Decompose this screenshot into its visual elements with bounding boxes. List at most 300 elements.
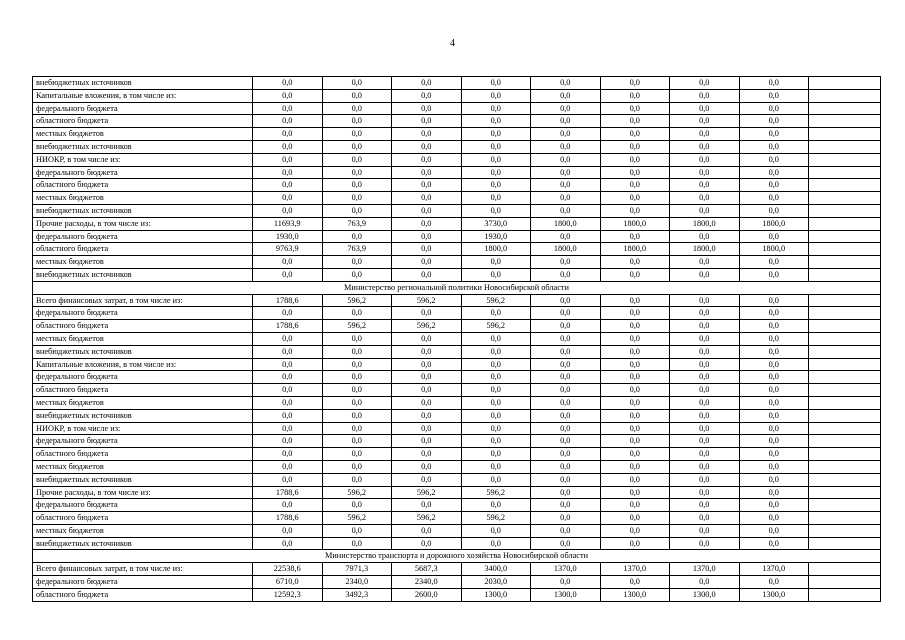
value-cell: 1300,0 [670, 588, 740, 601]
value-cell: 0,0 [739, 166, 809, 179]
value-cell: 0,0 [600, 204, 670, 217]
row-label: местных бюджетов [33, 256, 253, 269]
row-label: местных бюджетов [33, 396, 253, 409]
value-cell: 0,0 [461, 204, 531, 217]
value-cell: 0,0 [600, 77, 670, 90]
value-cell: 0,0 [531, 268, 601, 281]
table-row [33, 345, 881, 358]
value-cell: 0,0 [461, 115, 531, 128]
value-cell: 6710,0 [253, 576, 323, 589]
value-cell: 0,0 [461, 179, 531, 192]
empty-cell [809, 371, 881, 384]
table-row [33, 89, 881, 102]
value-cell: 1800,0 [531, 217, 601, 230]
value-cell: 0,0 [600, 89, 670, 102]
value-cell: 0,0 [322, 89, 392, 102]
value-cell: 0,0 [392, 217, 462, 230]
empty-cell [809, 384, 881, 397]
row-label: Капитальные вложения, в том числе из: [33, 358, 253, 371]
section-header-row [33, 550, 881, 563]
value-cell: 0,0 [531, 524, 601, 537]
value-cell: 0,0 [461, 473, 531, 486]
value-cell: 0,0 [600, 537, 670, 550]
value-cell: 0,0 [670, 192, 740, 205]
value-cell: 0,0 [392, 473, 462, 486]
value-cell: 0,0 [600, 192, 670, 205]
value-cell: 0,0 [392, 448, 462, 461]
row-label: НИОКР, в том числе из: [33, 422, 253, 435]
value-cell: 0,0 [392, 102, 462, 115]
value-cell: 0,0 [461, 499, 531, 512]
value-cell: 0,0 [600, 332, 670, 345]
value-cell: 0,0 [322, 128, 392, 141]
empty-cell [809, 153, 881, 166]
value-cell: 0,0 [392, 499, 462, 512]
value-cell: 0,0 [600, 435, 670, 448]
value-cell: 3492,3 [322, 588, 392, 601]
row-label: внебюджетных источников [33, 473, 253, 486]
value-cell: 1300,0 [739, 588, 809, 601]
table-row [33, 294, 881, 307]
empty-cell [809, 268, 881, 281]
empty-cell [809, 243, 881, 256]
row-label: областного бюджета [33, 588, 253, 601]
budget-table [32, 76, 881, 602]
value-cell: 0,0 [600, 409, 670, 422]
value-cell: 0,0 [322, 524, 392, 537]
value-cell: 1300,0 [531, 588, 601, 601]
table-row [33, 563, 881, 576]
empty-cell [809, 409, 881, 422]
row-label: Всего финансовых затрат, в том числе из: [33, 563, 253, 576]
value-cell: 0,0 [670, 576, 740, 589]
empty-cell [809, 217, 881, 230]
empty-cell [809, 230, 881, 243]
table-row [33, 179, 881, 192]
value-cell: 0,0 [670, 89, 740, 102]
row-label: областного бюджета [33, 320, 253, 333]
value-cell: 0,0 [322, 115, 392, 128]
value-cell: 0,0 [253, 409, 323, 422]
value-cell: 22538,6 [253, 563, 323, 576]
value-cell: 0,0 [531, 409, 601, 422]
empty-cell [809, 115, 881, 128]
value-cell: 0,0 [739, 256, 809, 269]
value-cell: 0,0 [739, 486, 809, 499]
value-cell: 0,0 [739, 396, 809, 409]
row-label: федерального бюджета [33, 371, 253, 384]
value-cell: 0,0 [670, 345, 740, 358]
value-cell: 0,0 [739, 358, 809, 371]
value-cell: 1370,0 [531, 563, 601, 576]
budget-table-body [33, 77, 881, 602]
value-cell: 0,0 [392, 332, 462, 345]
value-cell: 0,0 [253, 384, 323, 397]
value-cell: 1800,0 [739, 217, 809, 230]
value-cell: 1300,0 [600, 588, 670, 601]
value-cell: 0,0 [392, 77, 462, 90]
row-label: местных бюджетов [33, 460, 253, 473]
empty-cell [809, 435, 881, 448]
empty-cell [809, 320, 881, 333]
value-cell: 0,0 [670, 396, 740, 409]
value-cell: 1788,6 [253, 512, 323, 525]
value-cell: 596,2 [392, 486, 462, 499]
value-cell: 0,0 [253, 204, 323, 217]
value-cell: 0,0 [670, 230, 740, 243]
empty-cell [809, 166, 881, 179]
value-cell: 0,0 [739, 204, 809, 217]
value-cell: 0,0 [739, 537, 809, 550]
value-cell: 0,0 [739, 524, 809, 537]
row-label: областного бюджета [33, 512, 253, 525]
empty-cell [809, 294, 881, 307]
value-cell: 0,0 [461, 358, 531, 371]
value-cell: 1800,0 [670, 217, 740, 230]
table-row [33, 422, 881, 435]
table-row [33, 268, 881, 281]
value-cell: 0,0 [461, 435, 531, 448]
value-cell: 0,0 [739, 115, 809, 128]
value-cell: 0,0 [322, 435, 392, 448]
table-row [33, 588, 881, 601]
value-cell: 0,0 [600, 230, 670, 243]
value-cell: 596,2 [392, 294, 462, 307]
value-cell: 0,0 [461, 268, 531, 281]
value-cell: 0,0 [322, 473, 392, 486]
value-cell: 0,0 [253, 166, 323, 179]
value-cell: 0,0 [392, 256, 462, 269]
empty-cell [809, 128, 881, 141]
value-cell: 0,0 [392, 179, 462, 192]
value-cell: 0,0 [531, 486, 601, 499]
value-cell: 0,0 [600, 179, 670, 192]
value-cell: 0,0 [600, 153, 670, 166]
value-cell: 5687,3 [392, 563, 462, 576]
value-cell: 0,0 [253, 307, 323, 320]
value-cell: 0,0 [600, 345, 670, 358]
row-label: федерального бюджета [33, 576, 253, 589]
value-cell: 0,0 [600, 384, 670, 397]
empty-cell [809, 448, 881, 461]
row-label: областного бюджета [33, 384, 253, 397]
value-cell: 0,0 [461, 166, 531, 179]
value-cell: 0,0 [600, 102, 670, 115]
value-cell: 0,0 [322, 140, 392, 153]
row-label: местных бюджетов [33, 524, 253, 537]
table-row [33, 499, 881, 512]
value-cell: 0,0 [531, 256, 601, 269]
empty-cell [809, 576, 881, 589]
section-title: Министерство транспорта и дорожного хозяйства Новосибирской области [33, 550, 881, 563]
value-cell: 0,0 [392, 204, 462, 217]
value-cell: 0,0 [392, 166, 462, 179]
value-cell: 0,0 [461, 332, 531, 345]
value-cell: 0,0 [322, 396, 392, 409]
section-title: Министерство региональной политики Новосибирской области [33, 281, 881, 294]
value-cell: 0,0 [739, 409, 809, 422]
value-cell: 0,0 [253, 345, 323, 358]
value-cell: 2030,0 [461, 576, 531, 589]
value-cell: 0,0 [531, 294, 601, 307]
value-cell: 1788,6 [253, 294, 323, 307]
table-row [33, 256, 881, 269]
value-cell: 0,0 [600, 460, 670, 473]
value-cell: 0,0 [392, 396, 462, 409]
value-cell: 0,0 [670, 153, 740, 166]
value-cell: 0,0 [531, 115, 601, 128]
value-cell: 0,0 [600, 486, 670, 499]
row-label: областного бюджета [33, 179, 253, 192]
table-row [33, 512, 881, 525]
value-cell: 0,0 [392, 153, 462, 166]
value-cell: 11693,9 [253, 217, 323, 230]
row-label: областного бюджета [33, 448, 253, 461]
value-cell: 0,0 [739, 448, 809, 461]
value-cell: 0,0 [531, 230, 601, 243]
value-cell: 596,2 [322, 512, 392, 525]
value-cell: 0,0 [739, 460, 809, 473]
value-cell: 0,0 [461, 537, 531, 550]
table-row [33, 384, 881, 397]
row-label: федерального бюджета [33, 230, 253, 243]
empty-cell [809, 588, 881, 601]
value-cell: 0,0 [670, 537, 740, 550]
empty-cell [809, 473, 881, 486]
value-cell: 0,0 [600, 473, 670, 486]
value-cell: 0,0 [600, 128, 670, 141]
value-cell: 596,2 [461, 486, 531, 499]
value-cell: 0,0 [392, 524, 462, 537]
table-row [33, 460, 881, 473]
table-row [33, 102, 881, 115]
value-cell: 0,0 [531, 140, 601, 153]
value-cell: 0,0 [531, 345, 601, 358]
value-cell: 0,0 [392, 89, 462, 102]
page-number: 4 [450, 38, 455, 49]
value-cell: 0,0 [670, 115, 740, 128]
value-cell: 1930,0 [253, 230, 323, 243]
value-cell: 0,0 [739, 89, 809, 102]
row-label: внебюджетных источников [33, 77, 253, 90]
value-cell: 0,0 [739, 102, 809, 115]
row-label: областного бюджета [33, 115, 253, 128]
table-row [33, 371, 881, 384]
value-cell: 0,0 [461, 460, 531, 473]
value-cell: 0,0 [670, 435, 740, 448]
value-cell: 0,0 [322, 230, 392, 243]
table-row [33, 332, 881, 345]
value-cell: 0,0 [461, 102, 531, 115]
value-cell: 0,0 [670, 358, 740, 371]
empty-cell [809, 499, 881, 512]
value-cell: 0,0 [531, 499, 601, 512]
value-cell: 0,0 [670, 204, 740, 217]
empty-cell [809, 140, 881, 153]
value-cell: 0,0 [392, 140, 462, 153]
table-row [33, 524, 881, 537]
value-cell: 0,0 [531, 102, 601, 115]
value-cell: 0,0 [531, 384, 601, 397]
value-cell: 0,0 [531, 89, 601, 102]
value-cell: 0,0 [739, 179, 809, 192]
value-cell: 0,0 [600, 358, 670, 371]
value-cell: 0,0 [253, 371, 323, 384]
value-cell: 0,0 [322, 422, 392, 435]
value-cell: 0,0 [253, 77, 323, 90]
value-cell: 596,2 [392, 512, 462, 525]
value-cell: 0,0 [739, 153, 809, 166]
table-row [33, 217, 881, 230]
table-row [33, 396, 881, 409]
value-cell: 0,0 [531, 473, 601, 486]
value-cell: 0,0 [600, 524, 670, 537]
table-row [33, 166, 881, 179]
value-cell: 0,0 [253, 192, 323, 205]
value-cell: 0,0 [739, 192, 809, 205]
value-cell: 0,0 [739, 512, 809, 525]
empty-cell [809, 422, 881, 435]
value-cell: 0,0 [670, 486, 740, 499]
table-row [33, 537, 881, 550]
value-cell: 0,0 [392, 307, 462, 320]
value-cell: 0,0 [670, 473, 740, 486]
value-cell: 0,0 [392, 115, 462, 128]
value-cell: 0,0 [739, 576, 809, 589]
value-cell: 0,0 [600, 166, 670, 179]
value-cell: 0,0 [392, 243, 462, 256]
row-label: внебюджетных источников [33, 204, 253, 217]
value-cell: 0,0 [739, 345, 809, 358]
row-label: Капитальные вложения, в том числе из: [33, 89, 253, 102]
value-cell: 0,0 [392, 371, 462, 384]
empty-cell [809, 524, 881, 537]
value-cell: 596,2 [461, 512, 531, 525]
value-cell: 1788,6 [253, 320, 323, 333]
value-cell: 0,0 [253, 140, 323, 153]
value-cell: 0,0 [600, 256, 670, 269]
value-cell: 0,0 [739, 422, 809, 435]
value-cell: 0,0 [739, 384, 809, 397]
value-cell: 596,2 [322, 294, 392, 307]
table-row [33, 473, 881, 486]
value-cell: 0,0 [392, 384, 462, 397]
table-row [33, 128, 881, 141]
value-cell: 0,0 [600, 448, 670, 461]
value-cell: 0,0 [253, 102, 323, 115]
table-row [33, 486, 881, 499]
value-cell: 0,0 [322, 499, 392, 512]
value-cell: 1300,0 [461, 588, 531, 601]
value-cell: 0,0 [322, 256, 392, 269]
value-cell: 1800,0 [531, 243, 601, 256]
value-cell: 0,0 [531, 422, 601, 435]
value-cell: 3400,0 [461, 563, 531, 576]
value-cell: 0,0 [670, 371, 740, 384]
value-cell: 0,0 [531, 460, 601, 473]
value-cell: 2340,0 [322, 576, 392, 589]
empty-cell [809, 77, 881, 90]
value-cell: 0,0 [461, 384, 531, 397]
value-cell: 1800,0 [600, 243, 670, 256]
value-cell: 0,0 [461, 256, 531, 269]
value-cell: 0,0 [670, 307, 740, 320]
value-cell: 0,0 [531, 371, 601, 384]
value-cell: 0,0 [670, 499, 740, 512]
row-label: НИОКР, в том числе из: [33, 153, 253, 166]
value-cell: 1930,0 [461, 230, 531, 243]
row-label: федерального бюджета [33, 499, 253, 512]
row-label: федерального бюджета [33, 102, 253, 115]
value-cell: 0,0 [670, 320, 740, 333]
value-cell: 0,0 [461, 345, 531, 358]
value-cell: 0,0 [322, 192, 392, 205]
value-cell: 0,0 [531, 179, 601, 192]
value-cell: 0,0 [739, 307, 809, 320]
section-header-row [33, 281, 881, 294]
value-cell: 0,0 [670, 128, 740, 141]
empty-cell [809, 307, 881, 320]
value-cell: 0,0 [600, 307, 670, 320]
value-cell: 0,0 [739, 499, 809, 512]
table-row [33, 358, 881, 371]
value-cell: 0,0 [739, 128, 809, 141]
table-row [33, 435, 881, 448]
value-cell: 0,0 [253, 435, 323, 448]
value-cell: 1800,0 [739, 243, 809, 256]
value-cell: 0,0 [392, 422, 462, 435]
empty-cell [809, 332, 881, 345]
value-cell: 0,0 [461, 448, 531, 461]
row-label: внебюджетных источников [33, 537, 253, 550]
value-cell: 0,0 [531, 396, 601, 409]
value-cell: 0,0 [253, 332, 323, 345]
value-cell: 0,0 [322, 153, 392, 166]
value-cell: 0,0 [739, 140, 809, 153]
value-cell: 0,0 [670, 268, 740, 281]
value-cell: 1800,0 [600, 217, 670, 230]
row-label: внебюджетных источников [33, 409, 253, 422]
table-row [33, 243, 881, 256]
value-cell: 0,0 [253, 115, 323, 128]
value-cell: 0,0 [392, 537, 462, 550]
value-cell: 0,0 [253, 537, 323, 550]
value-cell: 0,0 [253, 89, 323, 102]
value-cell: 0,0 [670, 179, 740, 192]
value-cell: 0,0 [253, 358, 323, 371]
row-label: местных бюджетов [33, 332, 253, 345]
value-cell: 1370,0 [739, 563, 809, 576]
value-cell: 596,2 [461, 294, 531, 307]
empty-cell [809, 256, 881, 269]
value-cell: 0,0 [253, 448, 323, 461]
value-cell: 763,9 [322, 217, 392, 230]
value-cell: 0,0 [739, 473, 809, 486]
value-cell: 1800,0 [461, 243, 531, 256]
value-cell: 0,0 [253, 396, 323, 409]
value-cell: 0,0 [531, 332, 601, 345]
empty-cell [809, 204, 881, 217]
table-row [33, 448, 881, 461]
value-cell: 0,0 [670, 256, 740, 269]
row-label: Всего финансовых затрат, в том числе из: [33, 294, 253, 307]
value-cell: 0,0 [253, 128, 323, 141]
value-cell: 0,0 [392, 358, 462, 371]
value-cell: 0,0 [670, 102, 740, 115]
value-cell: 0,0 [670, 332, 740, 345]
value-cell: 0,0 [670, 166, 740, 179]
value-cell: 0,0 [461, 409, 531, 422]
